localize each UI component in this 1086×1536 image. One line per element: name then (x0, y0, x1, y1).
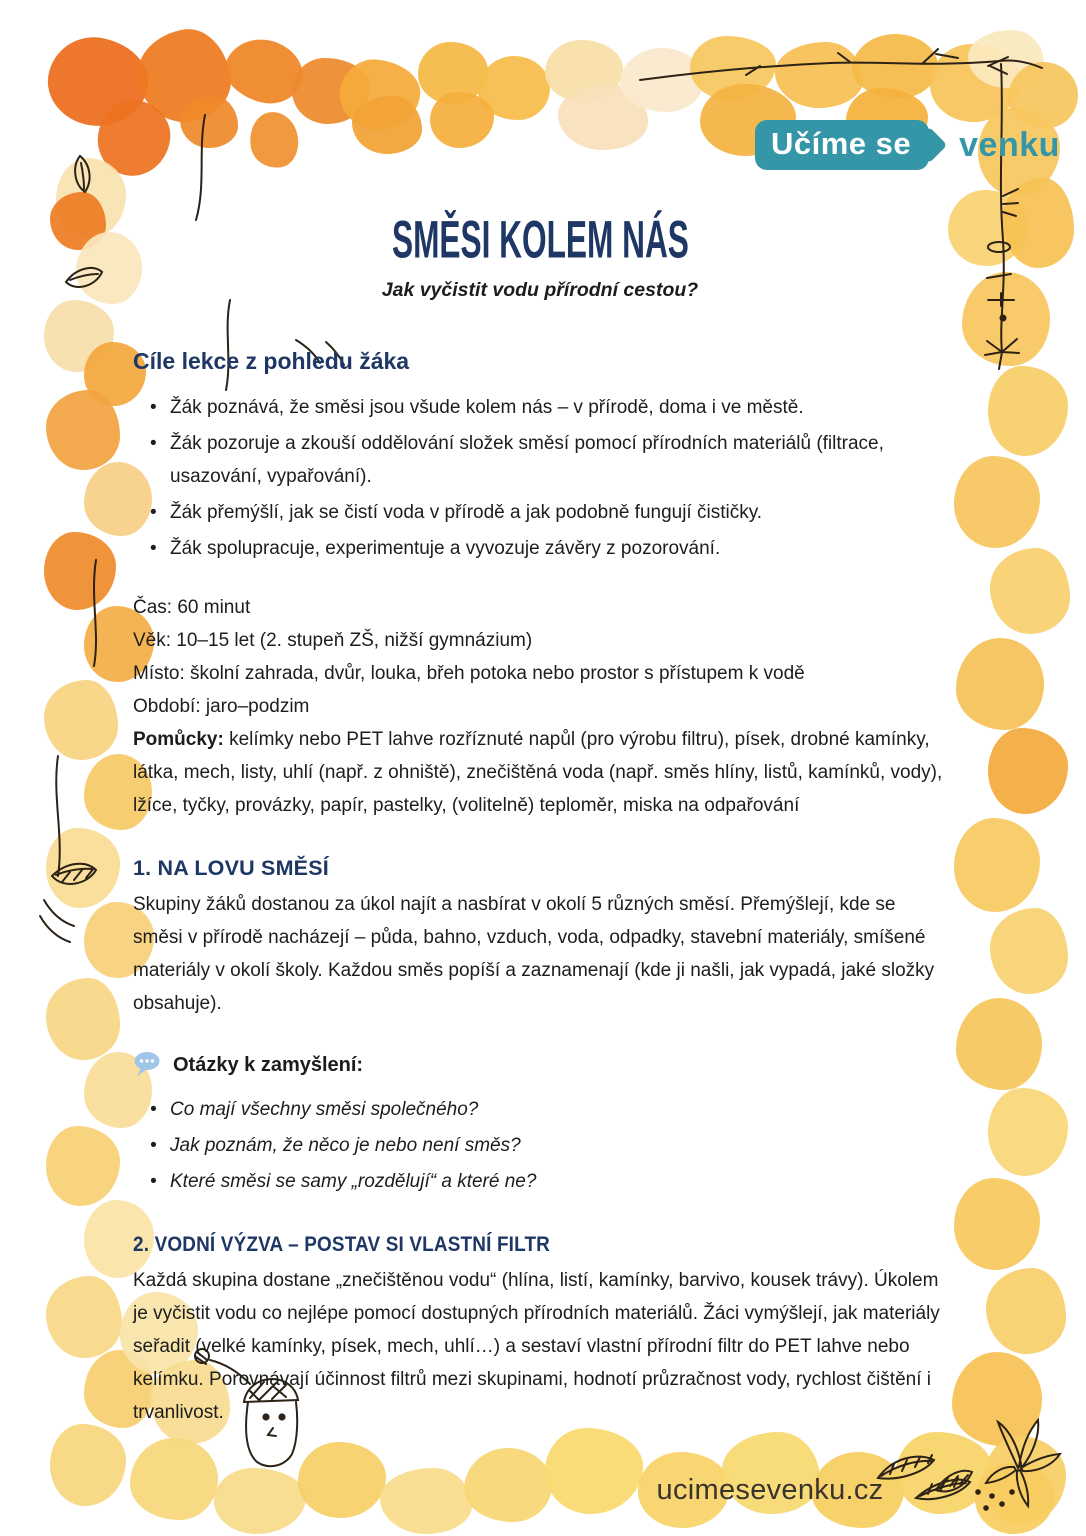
meta-line-cas: Čas: 60 minut (133, 597, 251, 618)
pomucky-label: Pomůcky: (133, 729, 224, 750)
list-item: • Žák spolupracuje, experimentuje a vyvozuje závěry z pozorování. (133, 532, 947, 565)
logo-suffix-label: venku (959, 125, 1060, 164)
section-2-heading: 2. VODNÍ VÝZVA – POSTAV SI VLASTNÍ FILTR (133, 1232, 551, 1256)
page-subtitle: Jak vyčistit vodu přírodní cestou? (381, 279, 699, 301)
section-1-body: Skupiny žáků dostanou za úkol najít a nasbírat v okolí 5 různých směsí. Přemýšlejí, kde se směsi v přírodě nacházejí – půda, bahno, vzduch, voda, odpadky, stavební materiály, smíšené materiály v okolí školy. Každou směs popíší a zaznamenají (kde ji našli, jak vypadá, jaké složky obsahuje). (133, 894, 935, 1014)
list-item: • Jak poznám, že něco je nebo není směs? (133, 1129, 947, 1162)
list-item: • Žák přemýšlí, jak se čistí voda v přírodě a jak podobně fungují čističky. (133, 496, 947, 529)
lesson-meta (133, 591, 947, 822)
logo-badge: Učíme se (755, 120, 929, 170)
pomucky-text: kelímky nebo PET lahve rozříznuté napůl (pro výrobu filtru), písek, drobné kamínky, látka, mech, listy, uhlí (např. z ohniště), znečištěná voda (např. směs hlíny, listů, kamínků, vody), lžíce, tyčky, provázky, papír, pastelky, (volitelně) teploměr, miska na odpařování (133, 729, 943, 816)
questions-block (133, 1054, 947, 1198)
meta-line-misto: Místo: školní zahrada, dvůr, louka, břeh potoka nebo prostor s přístupem k vodě (133, 663, 805, 684)
list-item: • Žák pozoruje a zkouší oddělování složek směsí pomocí přírodních materiálů (filtrace, usazování, vypařování). (133, 427, 947, 493)
list-item: • Žák poznává, že směsi jsou všude kolem nás – v přírodě, doma i ve městě. (133, 391, 947, 424)
meta-line-vek: Věk: 10–15 let (2. stupeň ZŠ, nižší gymnázium) (133, 630, 533, 651)
logo (755, 120, 1060, 170)
list-item: • Co mají všechny směsi společného? (133, 1093, 947, 1126)
footer-website: ucimesevenku.cz (656, 1474, 884, 1506)
speech-bubble-icon (133, 1051, 163, 1077)
questions-heading: Otázky k zamyšlení: (173, 1054, 364, 1076)
questions-list (133, 1093, 947, 1198)
page-title: SMĚSI KOLEM NÁS (391, 209, 689, 270)
list-item: • Které směsi se samy „rozdělují“ a které ne? (133, 1165, 947, 1198)
meta-line-pomucky (133, 723, 947, 822)
section-2-body: Každá skupina dostane „znečištěnou vodu“ (hlína, listí, kamínky, barvivo, kousek trávy). Úkolem je vyčistit vodu co nejlépe pomocí dostupných přírodních materiálů. Žáci vymýšlejí, jak materiály seřadit (velké kamínky, písek, mech, uhlí…) a sestaví vlastní přírodní filtr do PET lahve nebo kelímku. Porovnávají účinnost filtrů mezi skupinami, hodnotí průzračnost vody, rychlost čištění i trvanlivost. (133, 1270, 940, 1423)
section-1-heading: 1. NA LOVU SMĚSÍ (133, 856, 329, 880)
goals-list (133, 391, 947, 565)
meta-line-obdobi: Období: jaro–podzim (133, 696, 310, 717)
goals-heading: Cíle lekce z pohledu žáka (133, 348, 410, 374)
